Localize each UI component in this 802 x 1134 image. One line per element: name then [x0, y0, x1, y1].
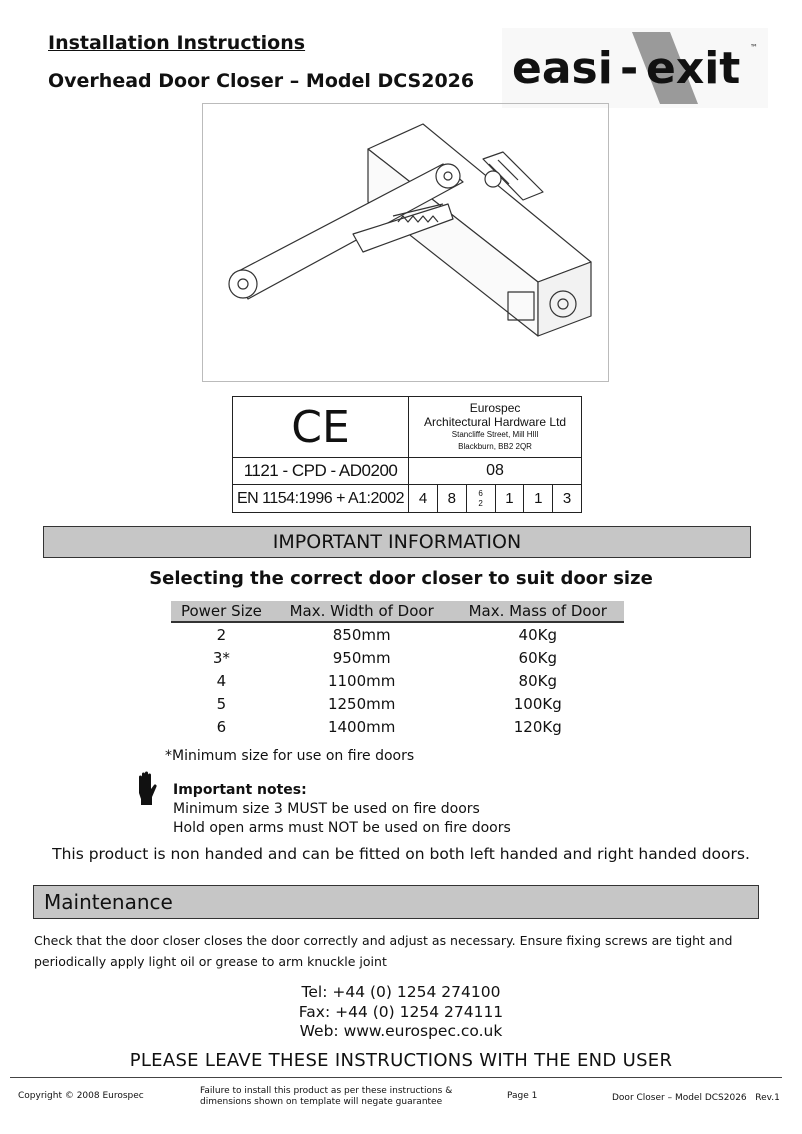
max-width-cell: 950mm — [332, 648, 391, 667]
fire-door-footnote: *Minimum size for use on fire doors — [165, 748, 415, 764]
max-width-cell: 1100mm — [327, 671, 396, 690]
page-number: Page 1 — [507, 1091, 538, 1101]
power-size-cell: 2 — [216, 625, 227, 644]
class-split-bottom: 2 — [478, 498, 483, 508]
notes-title: Important notes: — [173, 782, 307, 798]
power-size-cell: 4 — [216, 671, 227, 690]
important-information-bar — [43, 526, 751, 558]
maintenance-text: Check that the door closer closes the door correctly and adjust as necessary. Ensure fixing screws are tight and periodically apply light oil or grease to arm knuckle joint — [34, 933, 733, 969]
standard-code: EN 1154:1996 + A1:2002 — [233, 485, 409, 513]
max-mass-cell: 40Kg — [518, 625, 557, 644]
cpd-number: 1121 - CPD - AD0200 — [233, 458, 409, 485]
ce-certification-table — [232, 396, 582, 513]
max-mass-cell: 80Kg — [518, 671, 557, 690]
guarantee-warning-1: Failure to install this product as per these instructions & — [200, 1086, 453, 1096]
page-title: Installation Instructions — [48, 32, 306, 54]
guarantee-warning-2: dimensions shown on template will negate guarantee — [200, 1097, 443, 1107]
important-notes — [173, 781, 511, 838]
footer-divider — [10, 1077, 782, 1078]
power-size-cell: 5 — [216, 694, 227, 713]
ce-mark: CE — [233, 397, 409, 458]
cert-year: 08 — [409, 458, 582, 485]
website: Web: www.eurospec.co.uk — [299, 1022, 503, 1040]
logo-text-easi: easi — [512, 43, 613, 94]
note-hold-open: Hold open arms must NOT be used on fire doors — [173, 820, 511, 836]
class-digit-4: 1 — [524, 485, 553, 513]
company-address-1: Stancliffe Street, Mill HIll — [451, 430, 539, 439]
power-size-cell: 3* — [212, 648, 230, 667]
logo-tm: ™ — [750, 43, 758, 52]
class-digit-5: 3 — [553, 485, 582, 513]
class-split-top: 6 — [478, 488, 483, 498]
power-size-cell: 6 — [216, 717, 227, 736]
note-min-size: Minimum size 3 MUST be used on fire doors — [173, 801, 480, 817]
max-width-cell: 1250mm — [327, 694, 396, 713]
max-width-cell: 1400mm — [327, 717, 396, 736]
maintenance-heading: Maintenance — [44, 890, 173, 914]
maintenance-bar — [33, 885, 759, 919]
leave-instructions-notice: PLEASE LEAVE THESE INSTRUCTIONS WITH THE END USER — [129, 1050, 673, 1071]
table-row — [171, 622, 624, 646]
company-address-2: Blackburn, BB2 2QR — [458, 442, 532, 451]
door-size-table — [171, 601, 624, 738]
fax: Fax: +44 (0) 1254 274111 — [298, 1002, 504, 1021]
class-digit-2: 8 — [437, 485, 466, 513]
column-header-width: Max. Width of Door — [272, 601, 452, 622]
selection-subheading: Selecting the correct door closer to suit door size — [149, 568, 653, 589]
max-width-cell: 850mm — [332, 625, 391, 644]
column-header-power: Power Size — [171, 601, 272, 622]
telephone: Tel: +44 (0) 1254 274100 — [301, 983, 501, 1001]
table-row — [171, 646, 624, 669]
table-row — [171, 715, 624, 738]
table-row — [171, 692, 624, 715]
important-heading: IMPORTANT INFORMATION — [272, 531, 522, 553]
contact-block — [0, 983, 802, 1042]
hand-warning-icon — [135, 771, 159, 807]
max-mass-cell: 120Kg — [513, 717, 562, 736]
document-reference: Door Closer – Model DCS2026 Rev.1 — [612, 1093, 780, 1103]
logo-text-exit: exit — [646, 43, 741, 94]
column-header-mass: Max. Mass of Door — [452, 601, 624, 622]
max-mass-cell: 60Kg — [518, 648, 557, 667]
logo-dash: - — [620, 43, 639, 94]
class-digit-1: 4 — [409, 485, 438, 513]
door-closer-illustration — [202, 103, 609, 382]
company-division: Architectural Hardware Ltd — [424, 415, 567, 429]
max-mass-cell: 100Kg — [513, 694, 562, 713]
table-row — [171, 669, 624, 692]
copyright: Copyright © 2008 Eurospec — [18, 1091, 144, 1101]
non-handed-statement: This product is non handed and can be fitted on both left handed and right handed doors. — [52, 845, 750, 863]
product-subtitle: Overhead Door Closer – Model DCS2026 — [48, 70, 475, 92]
company-name: Eurospec — [469, 401, 521, 415]
class-digit-3: 1 — [495, 485, 524, 513]
easi-exit-logo — [502, 28, 768, 108]
guarantee-warning — [200, 1086, 452, 1108]
